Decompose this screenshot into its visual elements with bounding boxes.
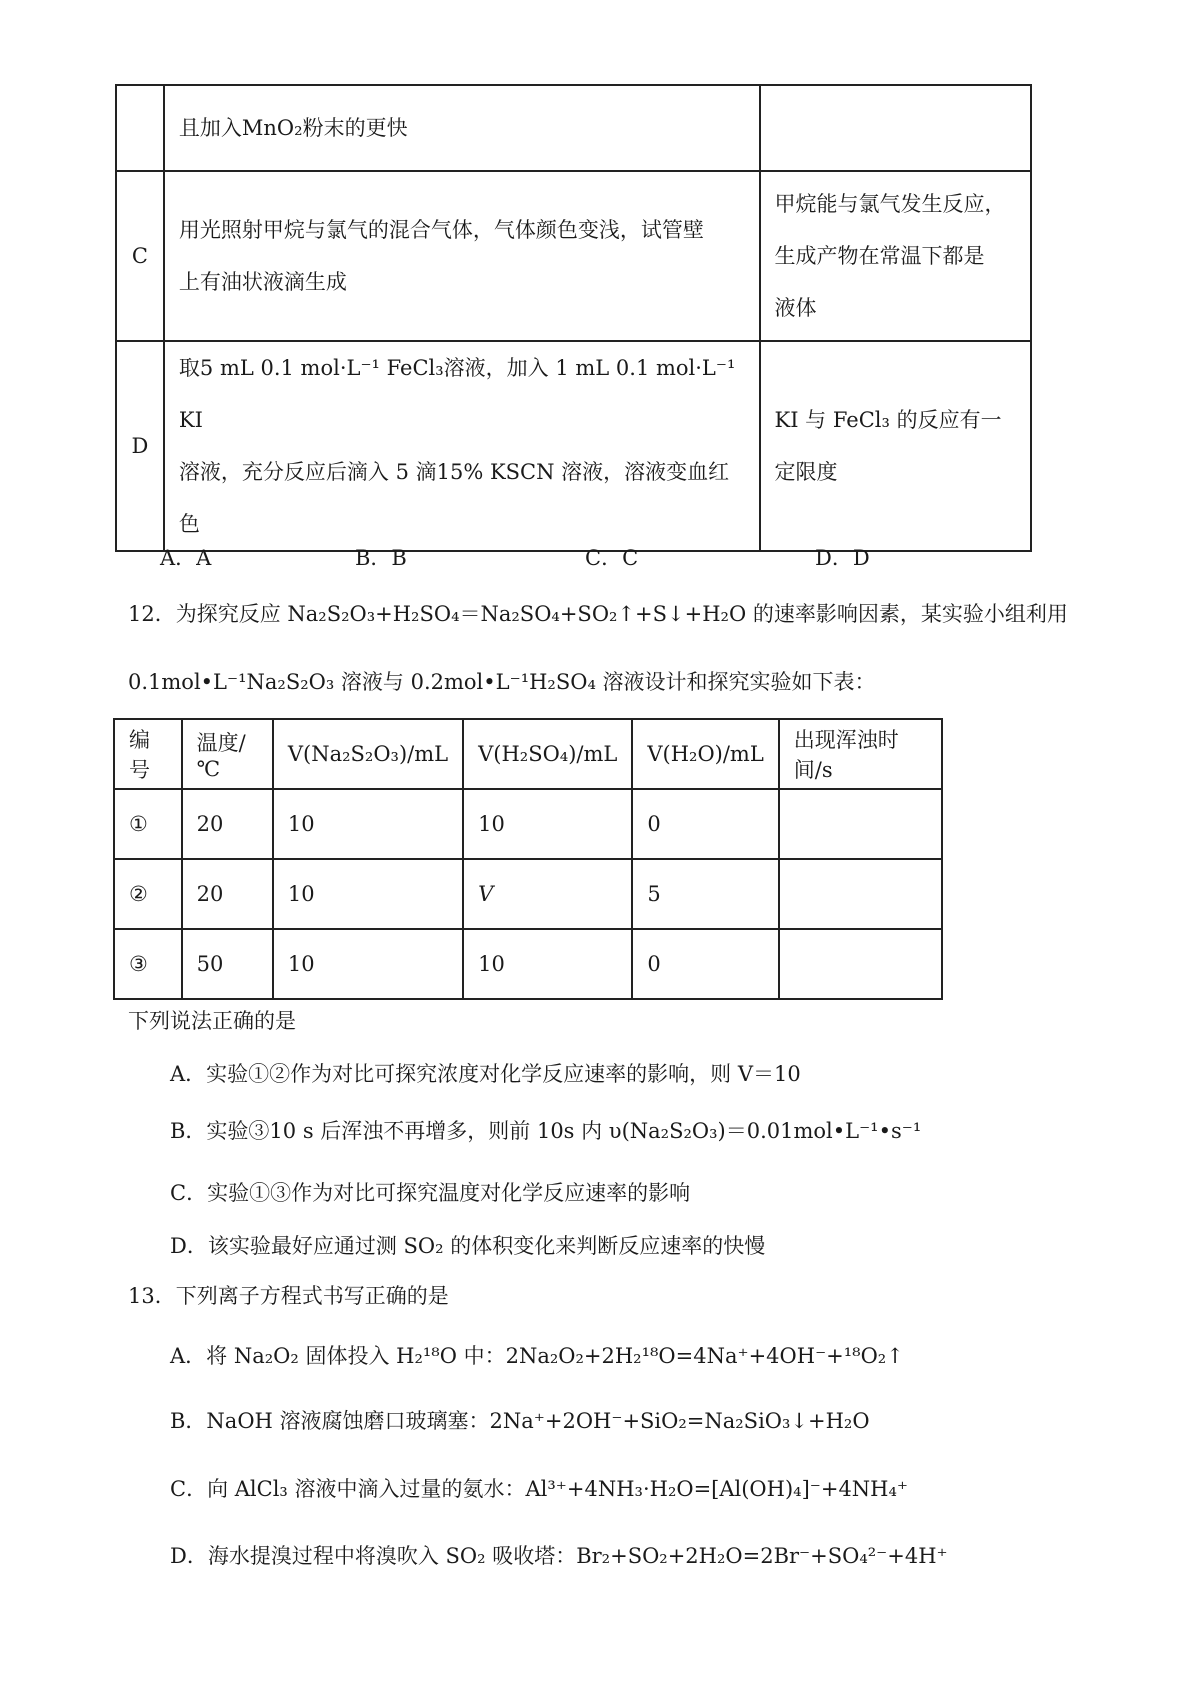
q13-option-c[interactable]: C．向 AlCl₃ 溶液中滴入过量的氨水：Al³⁺+4NH₃·H₂O=[Al(OH)₄]⁻+4NH₄⁺: [170, 1477, 909, 1501]
q11-choice-b[interactable]: B．B: [355, 546, 407, 570]
table-cell: 10: [463, 929, 632, 999]
conclusion-line: 液体: [774, 296, 817, 320]
table-cell: 10: [273, 929, 463, 999]
table-row: [114, 859, 942, 929]
table-row: [114, 929, 942, 999]
header-v-h2so4: V(H₂SO₄)/mL: [463, 719, 632, 789]
q12-option-a[interactable]: A．实验①②作为对比可探究浓度对化学反应速率的影响，则 V＝10: [170, 1062, 801, 1086]
table-cell: [779, 789, 942, 859]
operation-cell: [164, 341, 760, 551]
q12-option-d[interactable]: D．该实验最好应通过测 SO₂ 的体积变化来判断反应速率的快慢: [170, 1234, 766, 1258]
table-row: [114, 789, 942, 859]
conclusion-cell: [760, 85, 1031, 171]
operation-cell: [164, 171, 760, 341]
table-row: [116, 341, 1031, 551]
table-cell: 20: [182, 859, 273, 929]
table-cell: [779, 929, 942, 999]
table-cell: ③: [114, 929, 182, 999]
table-cell: 20: [182, 789, 273, 859]
operation-line: 取5 mL 0.1 mol·L⁻¹ FeCl₃溶液，加入 1 mL 0.1 mol·L⁻¹ KI: [178, 356, 736, 432]
q12-stem-line2: 0.1mol•L⁻¹Na₂S₂O₃ 溶液与 0.2mol•L⁻¹H₂SO₄ 溶液设计和探究实验如下表：: [128, 670, 876, 694]
header-number: 编号: [114, 719, 182, 789]
table-cell: 10: [273, 859, 463, 929]
table-cell: ①: [114, 789, 182, 859]
operation-line: 用光照射甲烷与氯气的混合气体，气体颜色变浅，试管壁: [178, 218, 704, 242]
table-row: [116, 171, 1031, 341]
conclusion-line: 定限度: [774, 460, 838, 484]
header-turbidity-time: 出现浑浊时间/s: [779, 719, 942, 789]
operation-line: 且加入MnO₂粉末的更快: [178, 116, 408, 140]
table-cell: V: [463, 859, 632, 929]
row-label: [116, 85, 164, 171]
q12-option-c[interactable]: C．实验①③作为对比可探究温度对化学反应速率的影响: [170, 1181, 691, 1205]
q12-option-b[interactable]: B．实验③10 s 后浑浊不再增多，则前 10s 内 υ(Na₂S₂O₃)＝0.01mol•L⁻¹•s⁻¹: [170, 1119, 922, 1143]
operation-cell: [164, 85, 760, 171]
q13-option-d[interactable]: D．海水提溴过程中将溴吹入 SO₂ 吸收塔：Br₂+SO₂+2H₂O=2Br⁻+SO₄²⁻+4H⁺: [170, 1544, 948, 1568]
header-v-na2s2o3: V(Na₂S₂O₃)/mL: [273, 719, 463, 789]
q13-option-b[interactable]: B．NaOH 溶液腐蚀磨口玻璃塞：2Na⁺+2OH⁻+SiO₂=Na₂SiO₃↓+H₂O: [170, 1409, 870, 1433]
conclusion-cell: [760, 171, 1031, 341]
table-cell: 10: [463, 789, 632, 859]
conclusion-line: 生成产物在常温下都是: [774, 244, 985, 268]
conclusion-line: KI 与 FeCl₃ 的反应有一: [774, 408, 1002, 432]
row-label: D: [116, 341, 164, 551]
row-label: C: [116, 171, 164, 341]
q12-prompt: 下列说法正确的是: [128, 1009, 296, 1033]
table-cell: [779, 859, 942, 929]
table-cell: 0: [632, 789, 778, 859]
operation-line: 溶液，充分反应后滴入 5 滴15% KSCN 溶液，溶液变血红: [178, 460, 730, 484]
operation-line: 色: [178, 512, 200, 536]
conclusion-line: 甲烷能与氯气发生反应，: [774, 192, 1006, 216]
table-cell: ②: [114, 859, 182, 929]
q13-option-a[interactable]: A．将 Na₂O₂ 固体投入 H₂¹⁸O 中：2Na₂O₂+2H₂¹⁸O=4Na⁺+4OH⁻+¹⁸O₂↑: [170, 1344, 904, 1368]
q13-stem: 13．下列离子方程式书写正确的是: [128, 1284, 449, 1308]
q12-stem-line1: 12．为探究反应 Na₂S₂O₃+H₂SO₄＝Na₂SO₄+SO₂↑+S↓+H₂O 的速率影响因素，某实验小组利用: [128, 602, 1068, 626]
q12-experiment-table: [113, 718, 943, 1000]
table-cell: 5: [632, 859, 778, 929]
table-cell: 0: [632, 929, 778, 999]
q11-choice-a[interactable]: A．A: [160, 546, 212, 570]
table-row: [116, 85, 1031, 171]
conclusion-cell: [760, 341, 1031, 551]
table-header-row: [114, 719, 942, 789]
operation-line: 上有油状液滴生成: [178, 270, 347, 294]
q11-choice-c[interactable]: C．C: [585, 546, 639, 570]
header-v-h2o: V(H₂O)/mL: [632, 719, 778, 789]
table-cell: 50: [182, 929, 273, 999]
q11-choice-d[interactable]: D．D: [815, 546, 870, 570]
header-temperature: 温度/℃: [182, 719, 273, 789]
experiment-conclusion-table: [115, 84, 1032, 552]
table-cell: 10: [273, 789, 463, 859]
